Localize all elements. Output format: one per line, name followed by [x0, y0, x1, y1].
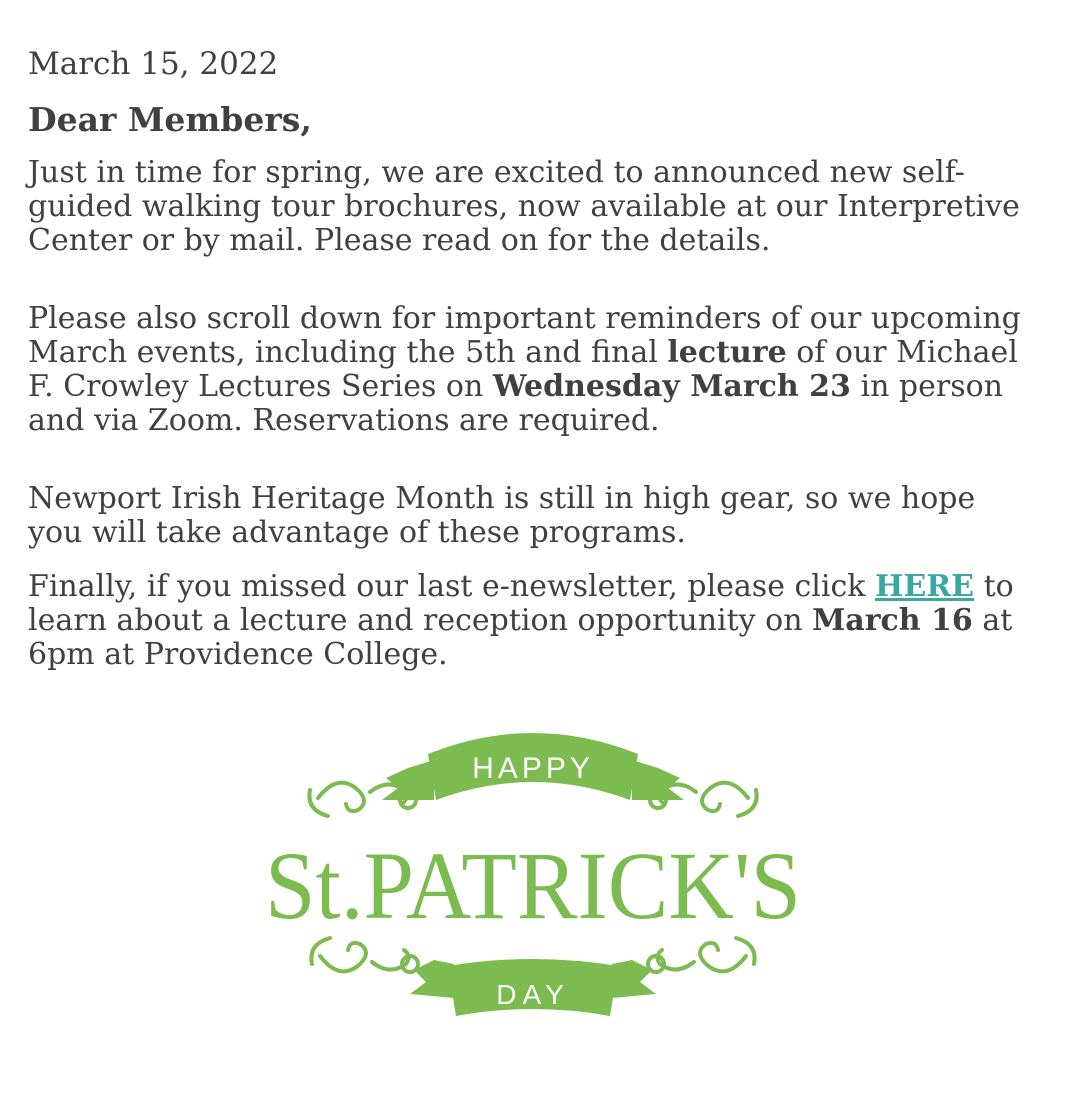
- events-date-bold: Wednesday March 23: [492, 369, 851, 404]
- letter-greeting: Dear Members,: [28, 100, 312, 139]
- top-banner-text: HAPPY: [472, 752, 594, 785]
- events-text-2: of our Michael F. Crowley Lectures Series on: [28, 335, 1018, 404]
- paragraph-events: [28, 302, 1038, 438]
- letter-body: [28, 42, 1038, 672]
- events-text-1: Please also scroll down for important reminders of our upcoming March events, including the 5th and final: [28, 301, 1021, 370]
- paragraph-brochures: Just in time for spring, we are excited to announced new self-guided walking tour brochures, now available at our Interpretive Center or by mail. Please read on for the details.: [28, 155, 1020, 258]
- flourish-bottom-left: [311, 938, 418, 972]
- flourish-top-right: [650, 783, 757, 816]
- newsletter-date-bold: March 16: [812, 603, 973, 638]
- flourish-bottom-right: [648, 938, 755, 972]
- main-title: St.PATRICK'S: [265, 832, 801, 939]
- newsletter-text-2: to learn about a lecture and reception opportunity on: [28, 569, 1014, 638]
- events-text-3: in person and via Zoom. Reservations are required.: [28, 369, 1004, 438]
- paragraph-heritage-month: Newport Irish Heritage Month is still in high gear, so we hope you will take advantage of these programs.: [28, 481, 976, 550]
- newsletter-here-link[interactable]: HERE: [875, 569, 975, 604]
- newsletter-text-1: Finally, if you missed our last e-newsletter, please click: [28, 569, 876, 604]
- bottom-banner-text: DAY: [496, 979, 570, 1010]
- events-lecture-bold: lecture: [667, 335, 787, 370]
- letter-date: March 15, 2022: [28, 46, 279, 82]
- newsletter-text-3: at 6pm at Providence College.: [28, 603, 1013, 672]
- st-patricks-day-logo: [258, 720, 808, 1030]
- paragraph-newsletter: [28, 570, 1038, 672]
- flourish-top-left: [309, 783, 416, 816]
